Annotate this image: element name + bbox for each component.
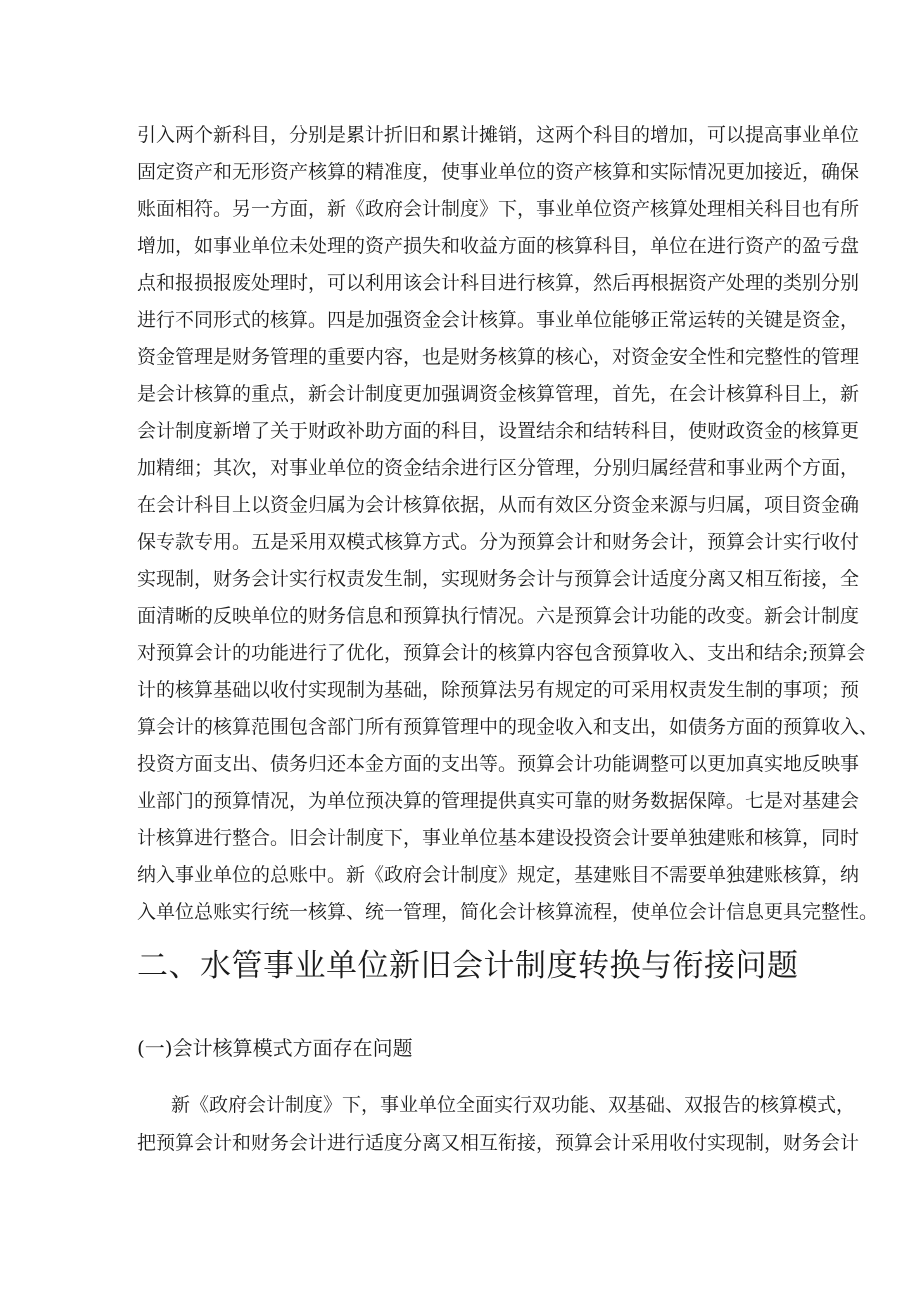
section-heading: 二、水管事业单位新旧会计制度转换与衔接问题	[137, 948, 799, 984]
text-line: 投资方面支出、债务归还本金方面的支出等。预算会计功能调整可以更加真实地反映事	[137, 753, 860, 775]
text-line: 新《政府会计制度》下，事业单位全面实行双功能、双基础、双报告的核算模式，	[171, 1094, 856, 1116]
text-line: 固定资产和无形资产核算的精准度，使事业单位的资产核算和实际情况更加接近，确保	[137, 161, 860, 183]
text-line: 点和报损报废处理时，可以利用该会计科目进行核算，然后再根据资产处理的类别分别	[137, 272, 860, 294]
text-line: 把预算会计和财务会计进行适度分离又相互衔接，预算会计采用收付实现制，财务会计	[137, 1132, 860, 1154]
text-line: 进行不同形式的核算。四是加强资金会计核算。事业单位能够正常运转的关键是资金，	[137, 309, 860, 331]
text-line: 加精细；其次，对事业单位的资金结余进行区分管理，分别归属经营和事业两个方面，	[137, 457, 860, 479]
text-line: 业部门的预算情况，为单位预决算的管理提供真实可靠的财务数据保障。七是对基建会	[137, 790, 860, 812]
body-paragraph-2	[137, 1086, 860, 1162]
text-line: 入单位总账实行统一核算、统一管理，简化会计核算流程，使单位会计信息更具完整性。	[137, 901, 879, 923]
text-line: 算会计的核算范围包含部门所有预算管理中的现金收入和支出，如债务方面的预算收入、	[137, 716, 879, 738]
text-line: 在会计科目上以资金归属为会计核算依据，从而有效区分资金来源与归属，项目资金确	[137, 494, 860, 516]
text-line: 对预算会计的功能进行了优化，预算会计的核算内容包含预算收入、支出和结余;预算会	[137, 642, 866, 664]
text-line: 账面相符。另一方面，新《政府会计制度》下，事业单位资产核算处理相关科目也有所	[137, 198, 860, 220]
text-line: 计的核算基础以收付实现制为基础，除预算法另有规定的可采用权责发生制的事项；预	[137, 679, 860, 701]
text-line: 计核算进行整合。旧会计制度下，事业单位基本建设投资会计要单独建账和核算，同时	[137, 827, 860, 849]
subsection-heading: (一)会计核算模式方面存在问题	[137, 1036, 413, 1060]
text-line: 会计制度新增了关于财政补助方面的科目，设置结余和结转科目，使财政资金的核算更	[137, 420, 860, 442]
text-line: 面清晰的反映单位的财务信息和预算执行情况。六是预算会计功能的改变。新会计制度	[137, 605, 860, 627]
text-line: 保专款专用。五是采用双模式核算方式。分为预算会计和财务会计，预算会计实行收付	[137, 531, 860, 553]
text-line: 实现制，财务会计实行权责发生制，实现财务会计与预算会计适度分离又相互衔接，全	[137, 568, 860, 590]
text-line: 引入两个新科目，分别是累计折旧和累计摊销，这两个科目的增加，可以提高事业单位	[137, 124, 860, 146]
body-paragraph-1	[137, 117, 879, 931]
text-line: 增加，如事业单位未处理的资产损失和收益方面的核算科目，单位在进行资产的盈亏盘	[137, 235, 860, 257]
text-line: 资金管理是财务管理的重要内容，也是财务核算的核心，对资金安全性和完整性的管理	[137, 346, 860, 368]
text-line: 是会计核算的重点，新会计制度更加强调资金核算管理，首先，在会计核算科目上，新	[137, 383, 860, 405]
text-line: 纳入事业单位的总账中。新《政府会计制度》规定，基建账目不需要单独建账核算，纳	[137, 864, 860, 886]
